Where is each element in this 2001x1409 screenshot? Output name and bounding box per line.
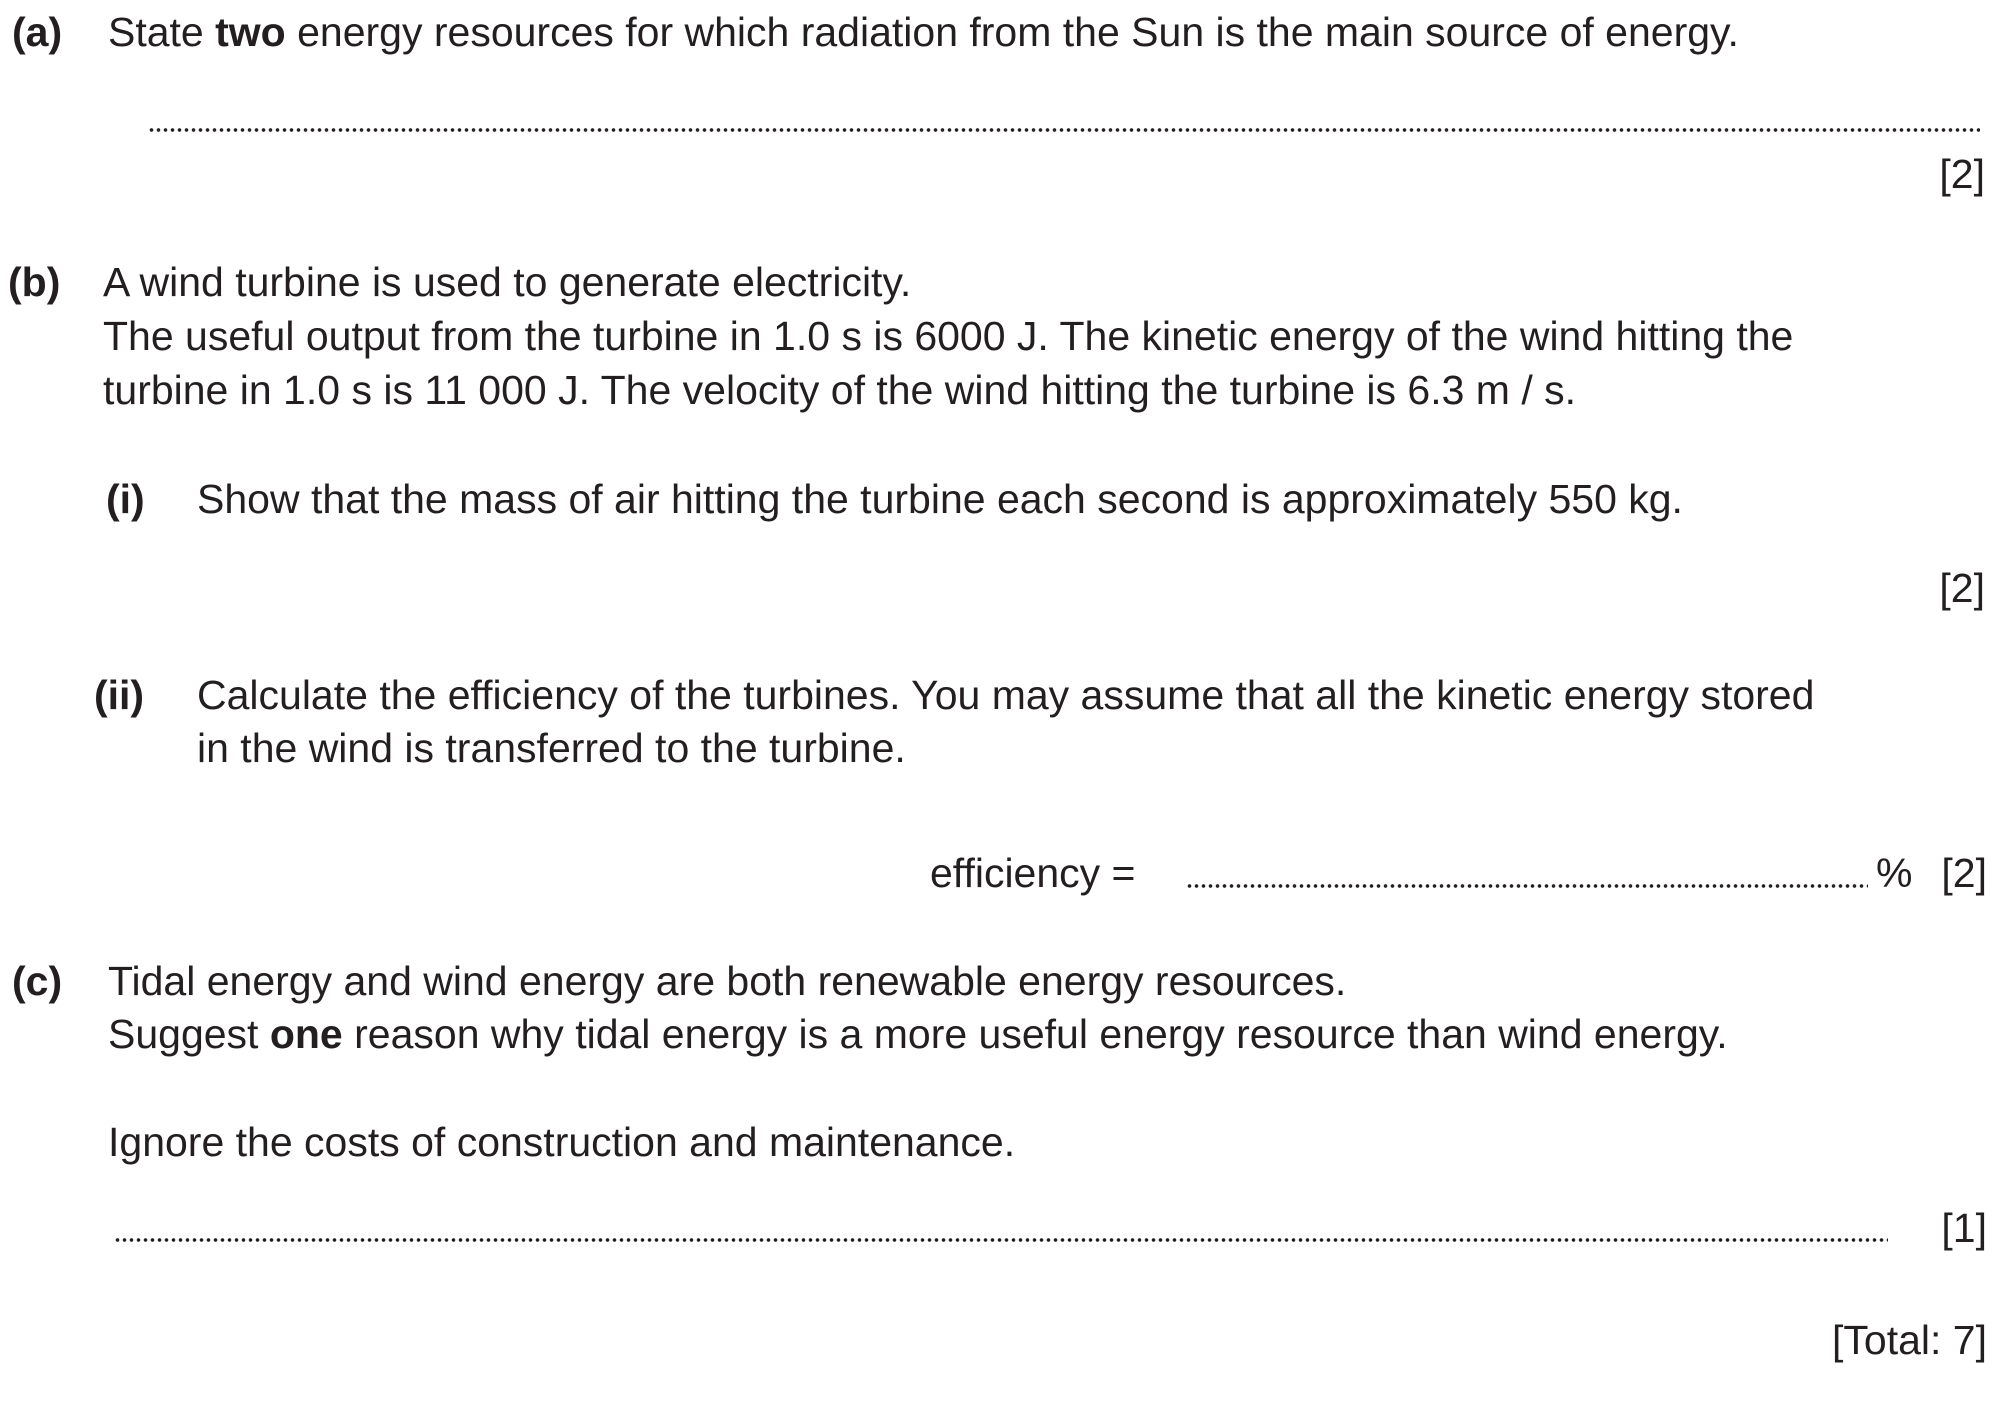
part-c-line3: Ignore the costs of construction and maintenance. (108, 1119, 1016, 1165)
part-a-question (108, 6, 1739, 58)
part-b-line3: turbine in 1.0 s is 11 000 J. The velocity of the wind hitting the turbine is 6.3 m / s. (103, 367, 1576, 413)
part-a-text-after: energy resources for which radiation from the Sun is the main source of energy. (285, 9, 1739, 55)
part-b-label: (b) (8, 259, 61, 305)
part-b-line1: A wind turbine is used to generate electricity. (103, 259, 912, 305)
part-c-line2-after: reason why tidal energy is a more useful energy resource than wind energy. (342, 1011, 1728, 1057)
part-b-line2: The useful output from the turbine in 1.0 s is 6000 J. The kinetic energy of the wind hitting the (103, 313, 1794, 359)
part-b-ii-line2: in the wind is transferred to the turbine. (197, 725, 906, 771)
part-c-marks: [1] (1941, 1205, 1987, 1251)
part-c-line1: Tidal energy and wind energy are both renewable energy resources. (108, 958, 1347, 1004)
part-c-line2-before: Suggest (108, 1011, 270, 1057)
part-b-ii-marks: [2] (1941, 850, 1987, 896)
part-c-line2 (108, 1008, 1728, 1060)
part-b-ii-line1: Calculate the efficiency of the turbines. You may assume that all the kinetic energy stored (197, 672, 1815, 718)
part-b-ii-label: (ii) (94, 672, 145, 718)
part-c-line2-bold: one (269, 1011, 343, 1057)
part-c-label: (c) (12, 958, 63, 1004)
part-a-marks: [2] (1939, 151, 1985, 197)
efficiency-unit: % (1876, 850, 1913, 896)
part-b-i-label: (i) (106, 476, 145, 522)
part-a-label: (a) (12, 9, 63, 55)
part-a-answer-line[interactable] (148, 128, 1980, 132)
total-marks: [Total: 7] (1832, 1317, 1987, 1363)
part-a-text-bold: two (215, 9, 286, 55)
efficiency-answer-line[interactable] (1186, 884, 1868, 888)
efficiency-label: efficiency = (930, 850, 1136, 896)
part-b-i-question: Show that the mass of air hitting the turbine each second is approximately 550 kg. (197, 476, 1683, 522)
part-a-text-before: State (108, 9, 216, 55)
part-b-i-marks: [2] (1939, 565, 1985, 611)
part-c-answer-line[interactable] (114, 1238, 1888, 1242)
